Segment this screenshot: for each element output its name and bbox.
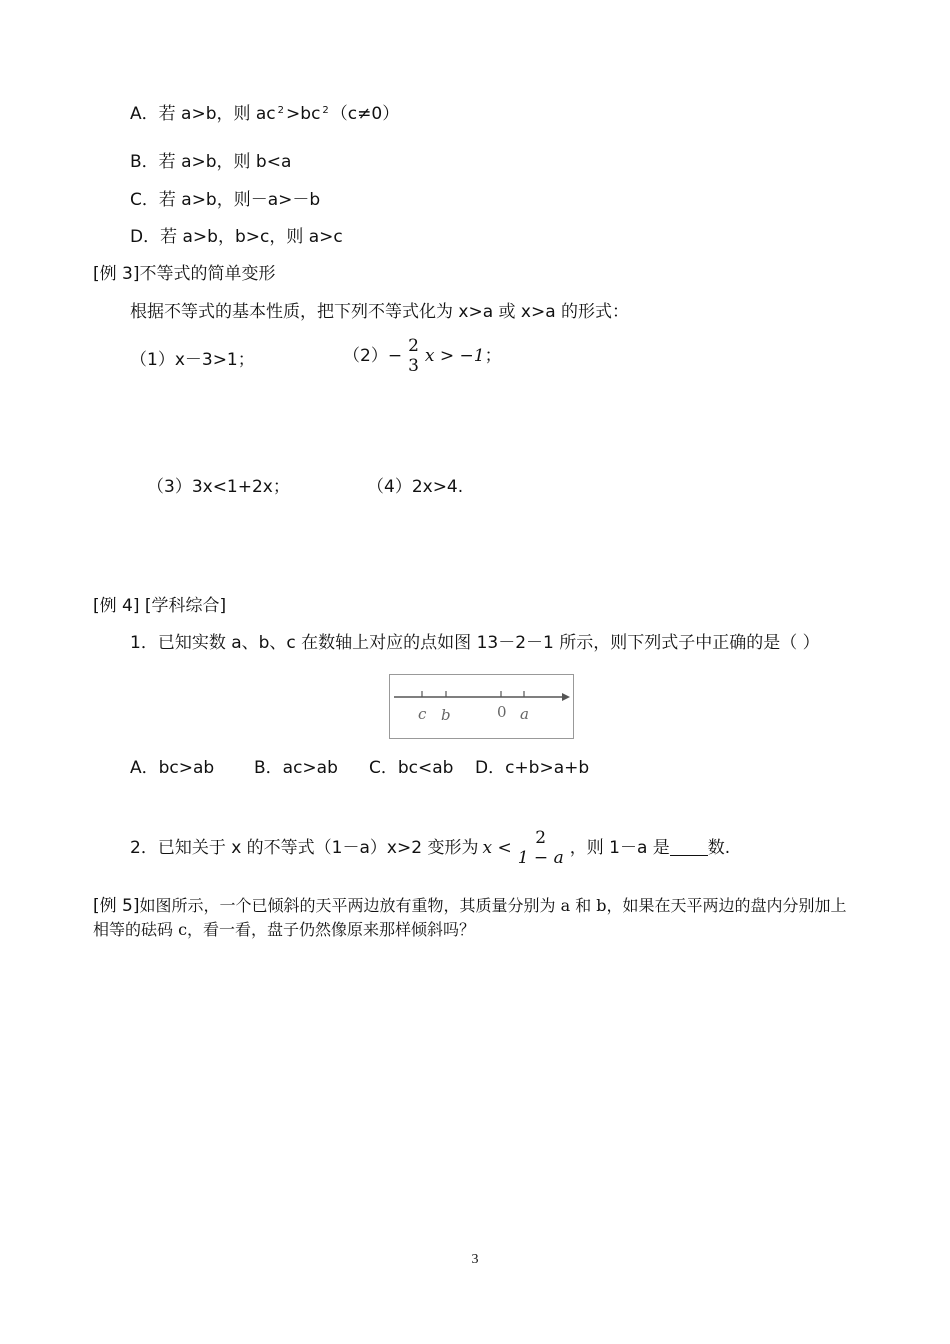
page-number: 3 [471, 1252, 479, 1267]
example4-option-a: A．bc>ab [130, 758, 215, 778]
example3-intro: 根据不等式的基本性质，把下列不等式化为 x>a 或 x>a 的形式： [130, 302, 630, 322]
example3-item4: （4）2x>4. [367, 477, 464, 497]
choice-d: D．若 a>b，b>c，则 a>c [130, 227, 343, 247]
question2-text: 2．已知关于 x 的不等式（1－a）x>2 变形为 [130, 838, 479, 859]
choice-b: B．若 a>b，则 b<a [130, 152, 292, 172]
example5-line1 [93, 896, 847, 916]
example4-question1: 1．已知实数 a、b、c 在数轴上对应的点如图 13－2－1 所示，则下列式子中正确的是（ ） [130, 633, 820, 653]
choice-a-text-mid: >bc [286, 104, 321, 124]
example4-question2 [130, 828, 730, 869]
minus-sign: − [387, 346, 403, 367]
superscript: 2 [322, 105, 329, 116]
choice-a-text: A．若 a>b，则 ac [130, 104, 276, 124]
label-b: b [441, 706, 451, 724]
fraction-numerator: 2 [408, 336, 419, 356]
inequality-rhs: x > −1 [424, 346, 485, 367]
example4-option-d: D．c+b>a+b [475, 758, 590, 778]
choice-a [130, 104, 399, 124]
example5-label: [例 5] [93, 896, 140, 916]
example3-item1: （1）x－3>1； [130, 350, 255, 370]
fraction-denominator: 3 [408, 356, 419, 377]
number-line-svg [390, 675, 573, 738]
label-zero: 0 [497, 703, 507, 721]
example5-line2: 相等的砝码 c，看一看，盘子仍然像原来那样倾斜吗？ [93, 920, 476, 939]
item2-label: （2） [343, 346, 388, 367]
semicolon: ； [484, 346, 502, 367]
arrow-head-icon [562, 693, 570, 701]
question2-end: 数. [707, 838, 731, 859]
question2-fraction [516, 828, 566, 869]
question2-text-post: ，则 1－a 是 [569, 838, 670, 859]
choice-a-condition: （c≠0） [330, 104, 400, 124]
example4-option-b: B．ac>ab [254, 758, 338, 778]
fraction-denominator: 1 − a [517, 848, 564, 869]
example3-heading: [例 3]不等式的简单变形 [93, 264, 276, 284]
example3-item3: （3）3x<1+2x； [147, 477, 290, 497]
example4-option-c: C．bc<ab [369, 758, 454, 778]
label-a: a [520, 705, 529, 723]
fraction [406, 336, 421, 377]
example5-text: 如图所示，一个已倾斜的天平两边放有重物，其质量分别为 a 和 b，如果在天平两边的盘内分别加上 [139, 896, 847, 915]
superscript: 2 [277, 105, 285, 116]
example3-item2 [343, 336, 502, 377]
number-line-figure [389, 674, 574, 739]
question2-lhs: x < [482, 838, 512, 859]
answer-blank [670, 841, 708, 856]
example4-heading: [例 4] [学科综合] [93, 596, 227, 616]
fraction-numerator: 2 [535, 828, 547, 848]
label-c: c [418, 705, 427, 723]
choice-c: C．若 a>b，则－a>－b [130, 190, 321, 210]
